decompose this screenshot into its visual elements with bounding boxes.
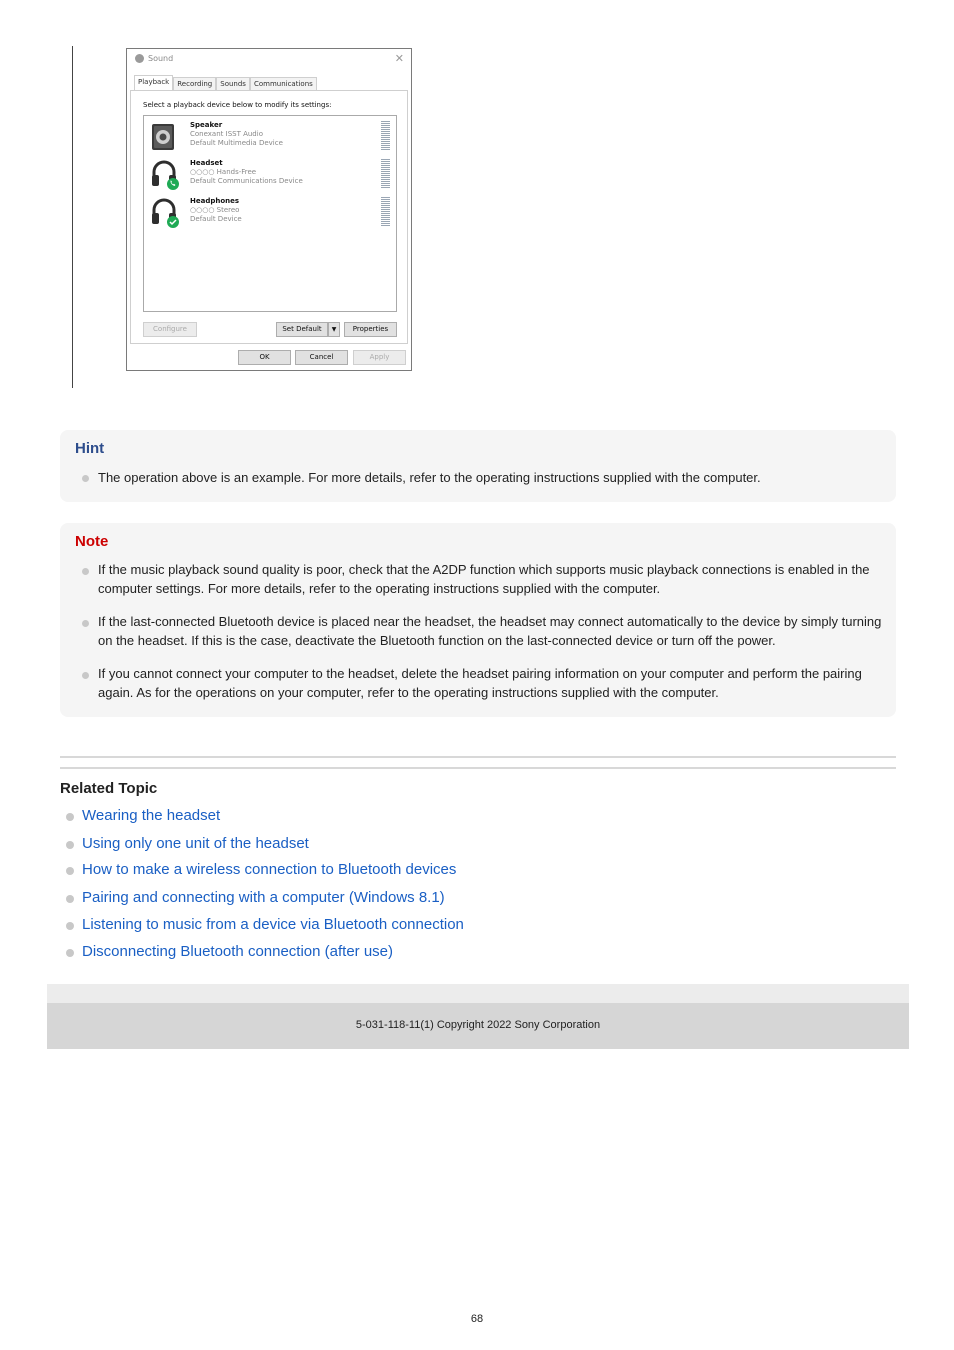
device-name: Headset xyxy=(190,159,223,167)
bullet-icon xyxy=(82,568,89,575)
device-name: Speaker xyxy=(190,121,223,129)
close-icon[interactable]: ✕ xyxy=(394,52,404,65)
divider xyxy=(60,767,896,769)
related-link-item xyxy=(66,916,464,933)
related-link[interactable]: Listening to music from a device via Bluetooth connection xyxy=(82,916,464,933)
bullet-icon xyxy=(66,867,74,875)
related-link-item xyxy=(66,943,393,960)
set-default-button[interactable]: Set Default xyxy=(276,322,328,337)
bullet-icon xyxy=(82,672,89,679)
cancel-button[interactable]: Cancel xyxy=(295,350,348,365)
related-link-item xyxy=(66,889,445,906)
bullet-icon xyxy=(82,620,89,627)
tab-communications[interactable]: Communications xyxy=(250,77,317,92)
note-item: If the music playback sound quality is poor, check that the A2DP function which supports music playback connections is enabled in the computer settings. For more details, refer to the operating instructions supplied with the computer. xyxy=(98,562,870,596)
level-meter xyxy=(381,159,390,189)
device-description: ○○○○ Stereo xyxy=(190,206,240,214)
tab-playback[interactable]: Playback xyxy=(134,75,173,90)
level-meter xyxy=(381,197,390,227)
configure-button[interactable]: Configure xyxy=(143,322,197,337)
bullet-icon xyxy=(66,922,74,930)
hint-title: Hint xyxy=(75,440,105,457)
panel-instruction: Select a playback device below to modify its settings: xyxy=(143,101,332,109)
page-number: 68 xyxy=(470,1313,484,1325)
device-list xyxy=(143,115,397,312)
sound-dialog xyxy=(126,48,412,371)
hint-text: The operation above is an example. For more details, refer to the operating instructions supplied with the computer. xyxy=(98,470,761,485)
device-headphones[interactable] xyxy=(150,197,390,233)
tab-sounds[interactable]: Sounds xyxy=(216,77,250,92)
headset-phone-icon xyxy=(150,159,180,191)
properties-button[interactable]: Properties xyxy=(344,322,397,337)
headphones-check-icon xyxy=(150,197,180,229)
speaker-icon xyxy=(150,121,180,153)
divider xyxy=(60,756,896,758)
related-link[interactable]: Using only one unit of the headset xyxy=(82,835,309,852)
related-link[interactable]: Pairing and connecting with a computer (Windows 8.1) xyxy=(82,889,445,906)
related-link[interactable]: Disconnecting Bluetooth connection (after use) xyxy=(82,943,394,960)
bullet-icon xyxy=(66,949,74,957)
device-headset[interactable] xyxy=(150,159,390,195)
device-speaker[interactable] xyxy=(150,121,390,157)
related-topic-title: Related Topic xyxy=(60,780,158,797)
note-item: If you cannot connect your computer to the headset, delete the headset pairing information on your computer and perform the pairing again. As for the operations on your computer, refer to the operating instructions supplied with the computer. xyxy=(98,666,862,700)
bullet-icon xyxy=(66,813,74,821)
sound-app-icon xyxy=(135,54,144,63)
device-status: Default Device xyxy=(190,215,242,223)
bullet-icon xyxy=(66,841,74,849)
note-item: If the last-connected Bluetooth device is placed near the headset, the headset may connect automatically to the device by simply turning on the headset. If this is the case, deactivate the Bluetooth function on the last-connected device or turn off the power. xyxy=(98,614,882,648)
device-name: Headphones xyxy=(190,197,240,205)
hint-box xyxy=(60,430,896,502)
related-link[interactable]: How to make a wireless connection to Bluetooth devices xyxy=(82,861,457,878)
related-link-item xyxy=(66,861,456,878)
ok-button[interactable]: OK xyxy=(238,350,291,365)
dialog-title: Sound xyxy=(148,54,174,63)
set-default-dropdown[interactable]: ▼ xyxy=(328,322,340,337)
footer-top-band xyxy=(47,984,909,1003)
related-link-item xyxy=(66,835,309,852)
related-link[interactable]: Wearing the headset xyxy=(82,807,221,824)
note-box xyxy=(60,523,896,717)
note-title: Note xyxy=(75,533,109,550)
apply-button[interactable]: Apply xyxy=(353,350,406,365)
device-status: Default Communications Device xyxy=(190,177,303,185)
step-vertical-rule xyxy=(72,46,73,388)
level-meter xyxy=(381,121,390,151)
copyright-footer: 5-031-118-11(1) Copyright 2022 Sony Corporation xyxy=(47,1003,909,1049)
device-description: Conexant ISST Audio xyxy=(190,130,263,138)
tab-recording[interactable]: Recording xyxy=(173,77,216,92)
dialog-title-bar xyxy=(135,54,173,63)
related-link-item xyxy=(66,807,220,824)
device-status: Default Multimedia Device xyxy=(190,139,283,147)
playback-panel xyxy=(130,90,408,344)
bullet-icon xyxy=(66,895,74,903)
device-description: ○○○○ Hands-Free xyxy=(190,168,257,176)
bullet-icon xyxy=(82,475,89,482)
